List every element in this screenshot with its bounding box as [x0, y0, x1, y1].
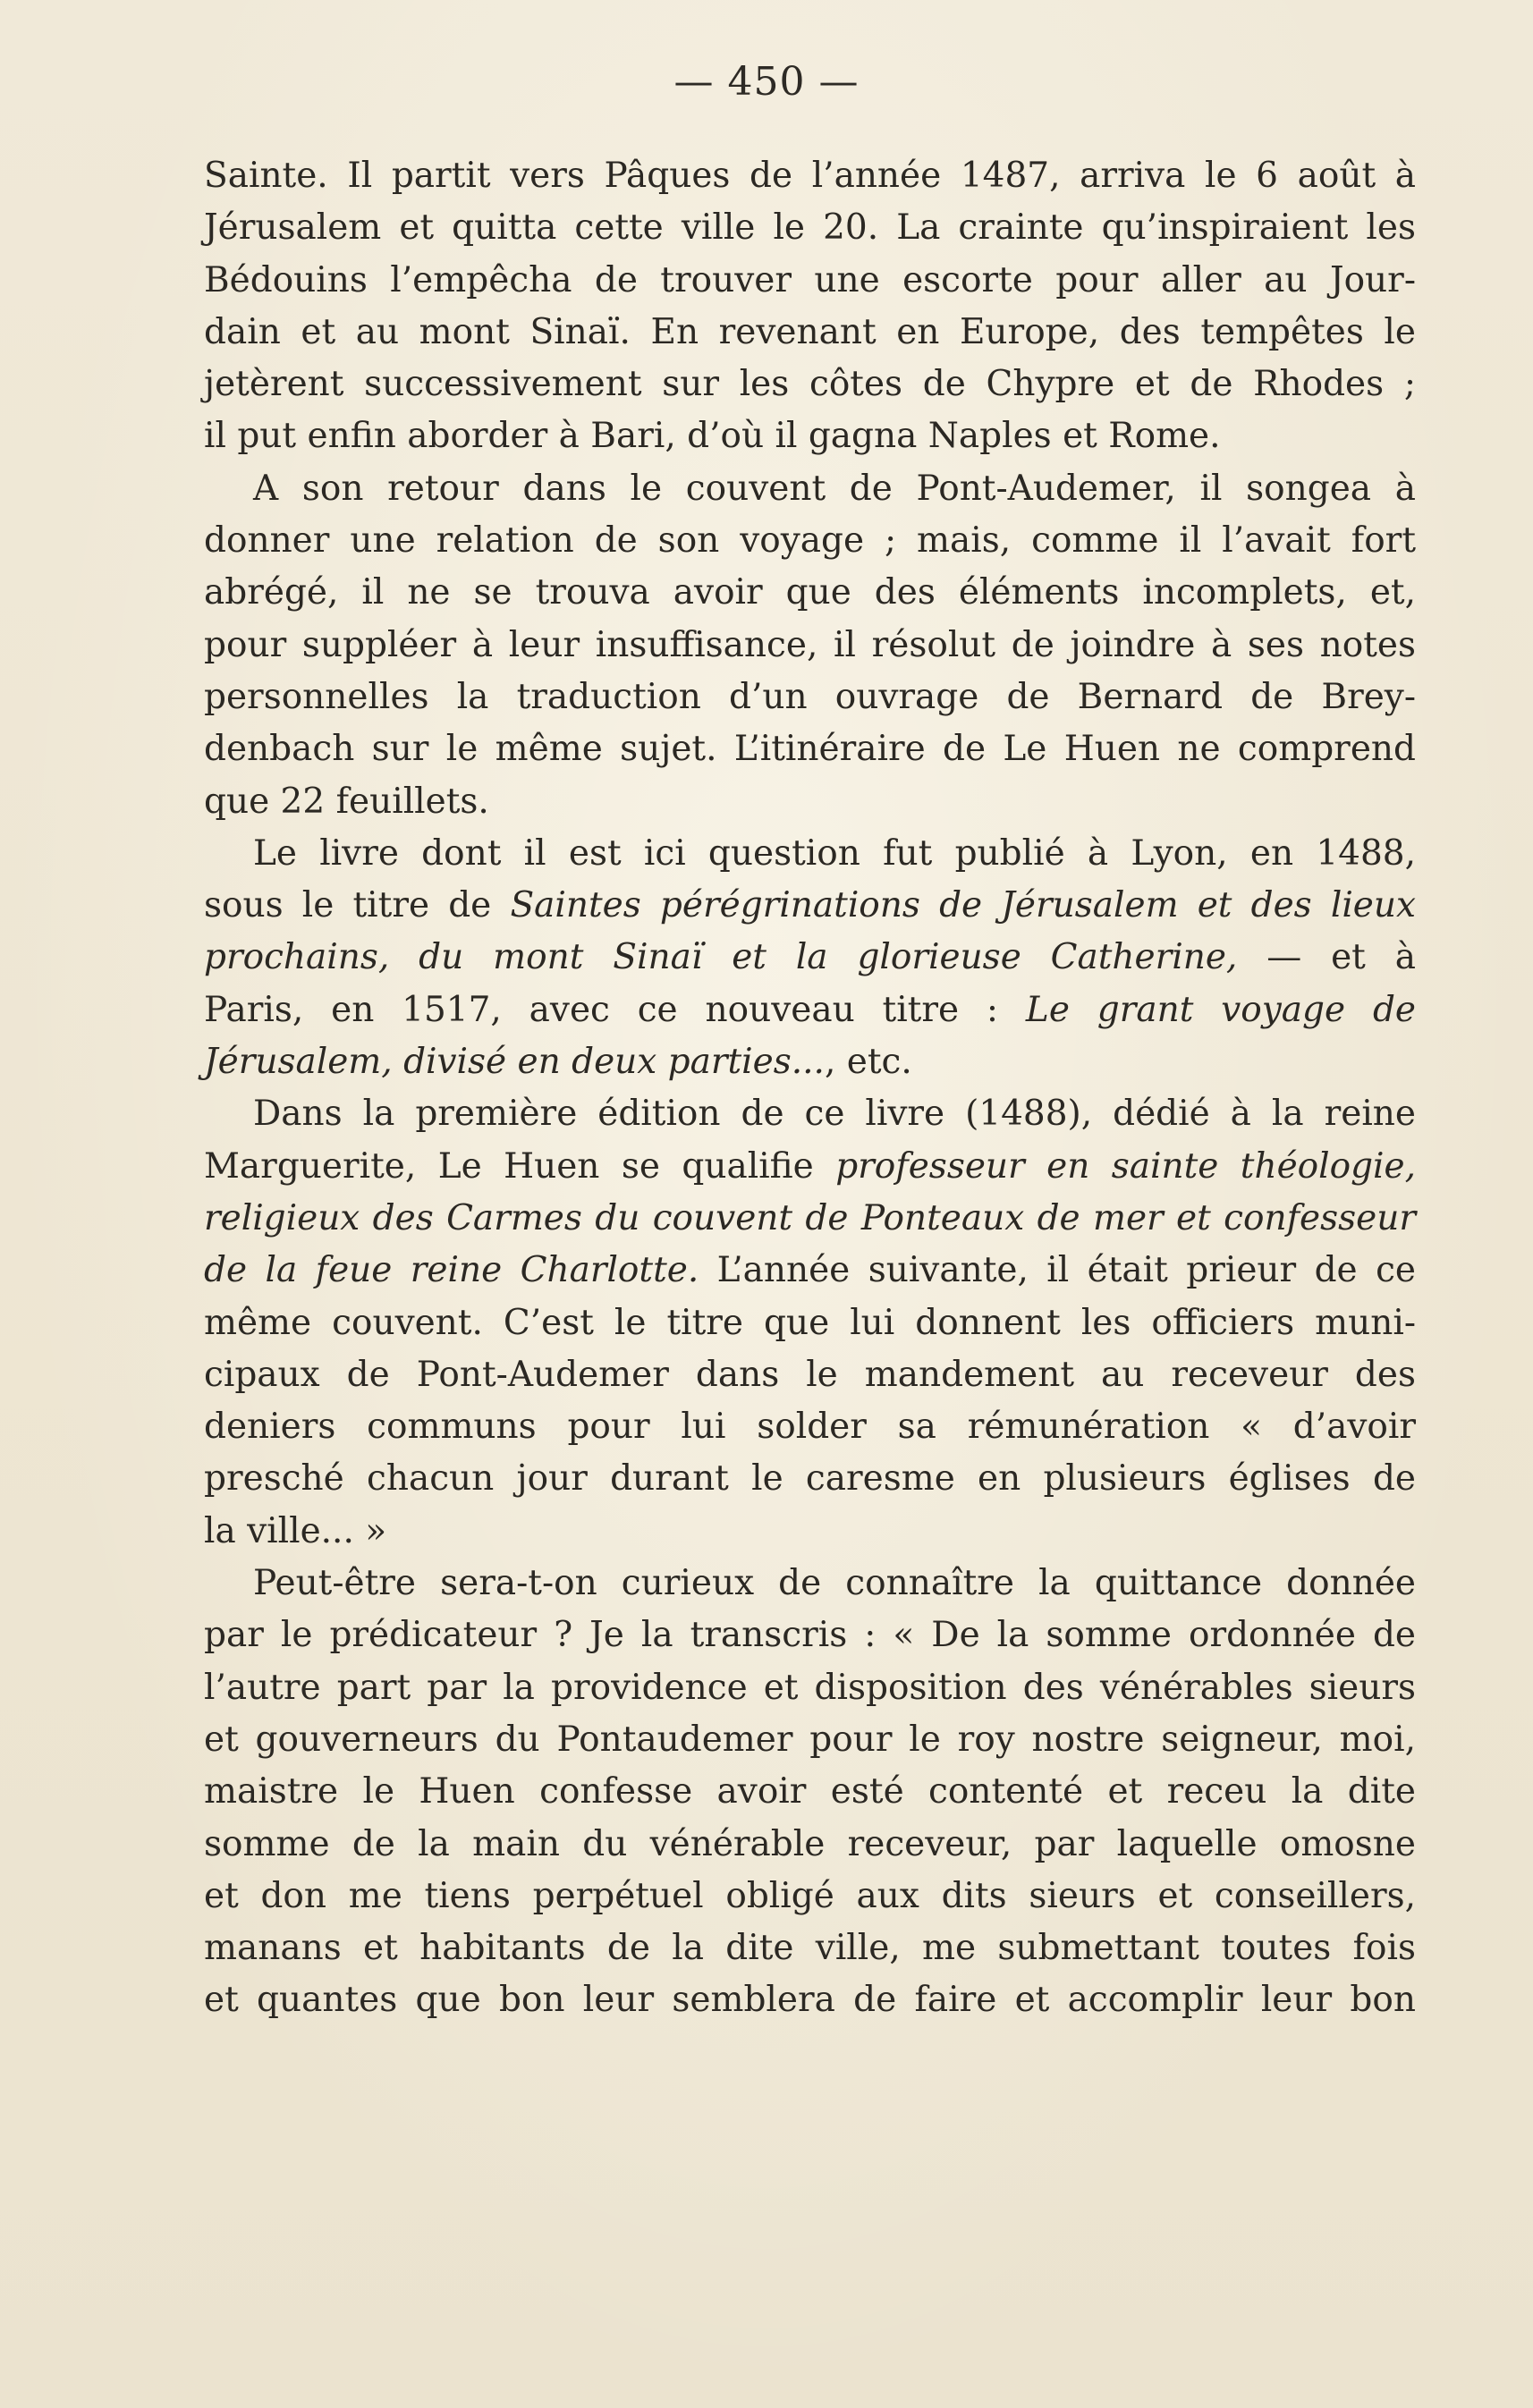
text-line: Sainte. Il partit vers Pâques de l’année 1487, arriva le 6 août à [204, 156, 1416, 196]
text-line: deniers communs pour lui solder sa rémunération « d’avoir [204, 1407, 1416, 1448]
text-line [204, 1036, 1416, 1088]
text-line: la ville... » [204, 1510, 387, 1551]
text-line: même couvent. C’est le titre que lui donnent les officiers muni- [204, 1302, 1416, 1343]
text-line [204, 984, 1416, 1036]
text-line: pour suppléer à leur insuffisance, il résolut de joindre à ses notes [204, 624, 1416, 665]
text-line: que 22 feuillets. [204, 781, 489, 822]
text-line: il put enfin aborder à Bari, d’où il gagna Naples et Rome. [204, 416, 1221, 457]
text-line: Dans la première édition de ce livre (1488), dédié à la reine [253, 1094, 1416, 1135]
text-line: religieux des Carmes du couvent de Ponteaux de mer et confesseur [204, 1197, 1416, 1238]
book-title-italic: prochains, du mont Sinaï et la glorieuse Catherine, [204, 937, 1238, 978]
text-line: Bédouins l’empêcha de trouver une escorte pour aller au Jour- [204, 259, 1416, 300]
text-line: et quantes que bon leur semblera de faire et accomplir leur bon [204, 1980, 1416, 2021]
book-title-italic: Saintes pérégrinations de Jérusalem et des lieux [510, 885, 1416, 926]
text-line: et don me tiens perpétuel obligé aux dits sieurs et conseillers, [204, 1875, 1416, 1916]
paragraph [204, 1558, 1416, 2027]
text-line [204, 1141, 1416, 1193]
text-run: Marguerite, Le Huen se qualifie [204, 1145, 836, 1187]
book-title-italic: Le grant voyage de [1025, 989, 1416, 1030]
text-line: cipaux de Pont-Audemer dans le mandement au receveur des [204, 1354, 1416, 1395]
text-run: L’année suivante, il était prieur de ce [699, 1250, 1416, 1291]
text-run: — et à [1237, 937, 1416, 978]
text-line: manans et habitants de la dite ville, me submettant toutes fois [204, 1928, 1416, 1969]
paragraph [204, 828, 1416, 1088]
text-line: presché chacun jour durant le caresme en plusieurs églises de [204, 1458, 1416, 1500]
text-line: abrégé, il ne se trouva avoir que des éléments incomplets, et, [204, 572, 1416, 613]
text-line: dain et au mont Sinaï. En revenant en Europe, des tempêtes le [204, 311, 1416, 352]
book-title-italic: Jérusalem, divisé en deux parties... [204, 1042, 825, 1083]
paragraph [204, 463, 1416, 828]
text-line: Jérusalem et quitta cette ville le 20. La crainte qu’inspiraient les [204, 207, 1416, 249]
text-line: somme de la main du vénérable receveur, par laquelle omosne [204, 1823, 1416, 1864]
body-text [204, 150, 1416, 2027]
text-line: l’autre part par la providence et disposition des vénérables sieurs [204, 1667, 1416, 1708]
text-line: maistre le Huen confesse avoir esté contenté et receu la dite [204, 1771, 1416, 1812]
text-line: personnelles la traduction d’un ouvrage de Bernard de Brey- [204, 676, 1416, 717]
text-run: , etc. [824, 1042, 912, 1083]
title-italic: professeur en sainte théologie, [835, 1145, 1416, 1187]
text-line: Peut-être sera-t-on curieux de connaître la quittance donnée [253, 1563, 1416, 1604]
text-run: sous le titre de [204, 885, 511, 926]
text-line [204, 932, 1416, 984]
title-italic: de la feue reine Charlotte. [204, 1250, 699, 1291]
text-line: denbach sur le même sujet. L’itinéraire de Le Huen ne comprend [204, 729, 1416, 770]
text-run: Paris, en 1517, avec ce nouveau titre : [204, 989, 1026, 1030]
paragraph [204, 1088, 1416, 1558]
paragraph [204, 150, 1416, 463]
text-line: Le livre dont il est ici question fut publié à Lyon, en 1488, [253, 832, 1416, 874]
text-line: donner une relation de son voyage ; mais, comme il l’avait fort [204, 520, 1416, 562]
text-line: et gouverneurs du Pontaudemer pour le roy nostre seigneur, moi, [204, 1719, 1416, 1760]
text-line: jetèrent successivement sur les côtes de Chypre et de Rhodes ; [204, 364, 1416, 405]
text-line [204, 1245, 1416, 1297]
text-line: par le prédicateur ? Je la transcris : « De la somme ordonnée de [204, 1615, 1416, 1656]
text-line: A son retour dans le couvent de Pont-Audemer, il songea à [253, 468, 1416, 509]
page-number: — 450 — [673, 59, 860, 105]
text-line [204, 880, 1416, 932]
